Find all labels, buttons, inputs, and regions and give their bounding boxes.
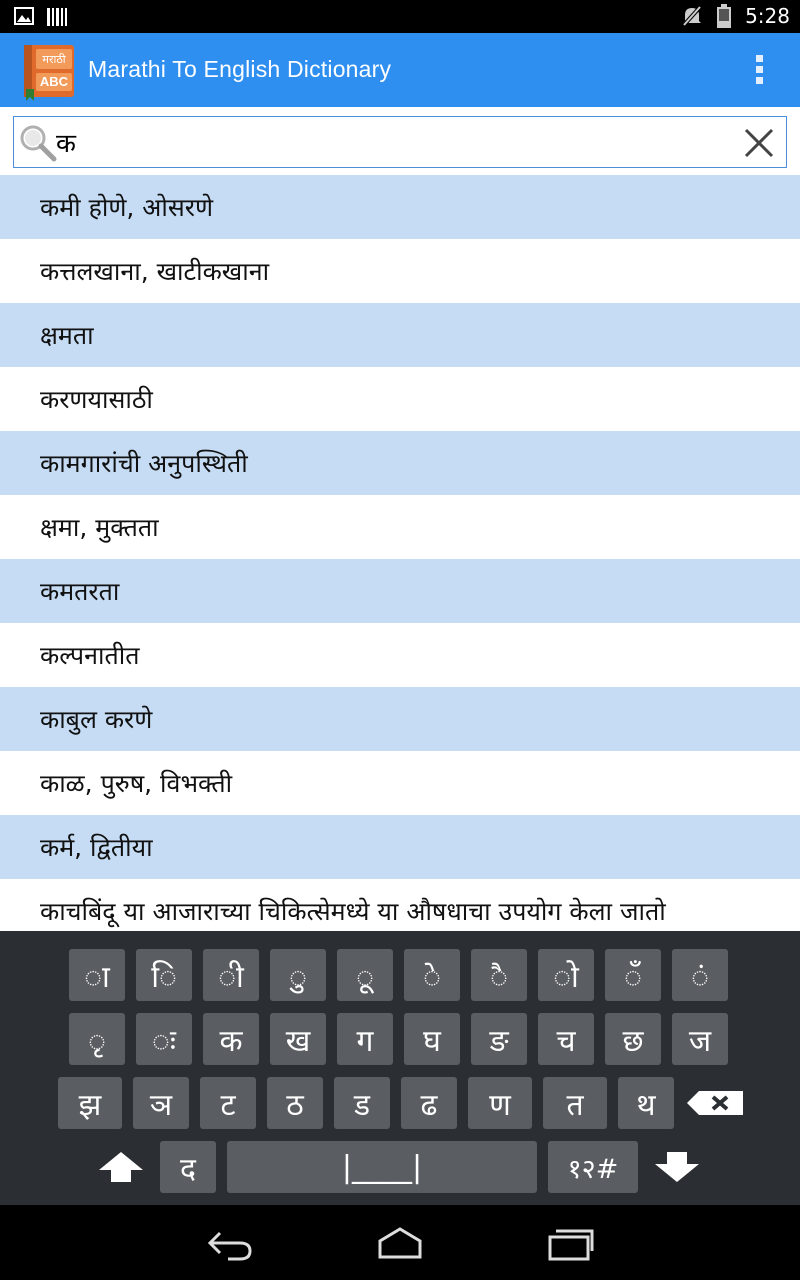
key[interactable]: ू	[337, 949, 393, 1001]
overflow-menu-icon[interactable]	[754, 55, 764, 87]
key[interactable]: ज	[672, 1013, 728, 1065]
key[interactable]: ग	[337, 1013, 393, 1065]
recents-icon[interactable]	[546, 1225, 594, 1261]
list-item[interactable]: कमी होणे, ओसरणे	[0, 175, 800, 239]
space-key[interactable]: |____|	[227, 1141, 537, 1193]
navigation-bar	[0, 1205, 800, 1280]
list-item[interactable]: कर्म, द्वितीया	[0, 815, 800, 879]
list-item[interactable]: क्षमा, मुक्तता	[0, 495, 800, 559]
key[interactable]: झ	[58, 1077, 122, 1129]
key[interactable]: ङ	[471, 1013, 527, 1065]
shift-icon[interactable]	[94, 1141, 148, 1193]
image-icon	[14, 7, 34, 25]
hide-keyboard-icon[interactable]	[650, 1141, 704, 1193]
search-icon	[18, 123, 58, 163]
search-area	[0, 107, 800, 175]
list-item[interactable]: क्षमता	[0, 303, 800, 367]
list-item[interactable]: काळ, पुरुष, विभक्ती	[0, 751, 800, 815]
key[interactable]: च	[538, 1013, 594, 1065]
status-time: 5:28	[745, 4, 790, 28]
battery-icon	[717, 4, 731, 28]
list-item[interactable]: काबुल करणे	[0, 687, 800, 751]
key[interactable]: ृ	[69, 1013, 125, 1065]
key[interactable]: ख	[270, 1013, 326, 1065]
key[interactable]: ं	[672, 949, 728, 1001]
dictionary-logo-icon	[22, 39, 76, 101]
key[interactable]: ण	[468, 1077, 532, 1129]
app-bar	[0, 33, 800, 107]
key[interactable]: ि	[136, 949, 192, 1001]
mute-icon	[681, 4, 703, 28]
search-input[interactable]	[56, 123, 736, 161]
symbols-key[interactable]: १२#	[548, 1141, 638, 1193]
app-title: Marathi To English Dictionary	[88, 56, 392, 82]
key[interactable]: ै	[471, 949, 527, 1001]
key[interactable]: ड	[334, 1077, 390, 1129]
key[interactable]: छ	[605, 1013, 661, 1065]
close-icon[interactable]	[742, 126, 776, 160]
barcode-icon	[46, 7, 68, 27]
results-list	[0, 175, 800, 931]
key[interactable]: ञ	[133, 1077, 189, 1129]
key[interactable]: े	[404, 949, 460, 1001]
key[interactable]: ँ	[605, 949, 661, 1001]
key[interactable]: क	[203, 1013, 259, 1065]
list-item[interactable]: कमतरता	[0, 559, 800, 623]
key[interactable]: ः	[136, 1013, 192, 1065]
search-box	[13, 116, 787, 168]
key[interactable]: ठ	[267, 1077, 323, 1129]
status-bar	[0, 0, 800, 33]
home-icon[interactable]	[376, 1225, 424, 1261]
logo-text-marathi: मराठी	[42, 53, 66, 66]
key[interactable]: ढ	[401, 1077, 457, 1129]
key[interactable]: घ	[404, 1013, 460, 1065]
key[interactable]: ी	[203, 949, 259, 1001]
key[interactable]: ा	[69, 949, 125, 1001]
soft-keyboard	[0, 931, 800, 1205]
list-item[interactable]: काचबिंदू या आजाराच्या चिकित्सेमध्ये या औषधाचा उपयोग केला जातो	[0, 879, 800, 931]
key[interactable]: ो	[538, 949, 594, 1001]
list-item[interactable]: कत्तलखाना, खाटीकखाना	[0, 239, 800, 303]
list-item[interactable]: करणयासाठी	[0, 367, 800, 431]
list-item[interactable]: कल्पनातीत	[0, 623, 800, 687]
key[interactable]: ट	[200, 1077, 256, 1129]
logo-text-abc: ABC	[39, 74, 69, 89]
list-item[interactable]: कामगारांची अनुपस्थिती	[0, 431, 800, 495]
key[interactable]: द	[160, 1141, 216, 1193]
back-icon[interactable]	[206, 1225, 254, 1261]
key[interactable]: ु	[270, 949, 326, 1001]
backspace-icon[interactable]	[682, 1077, 748, 1129]
key[interactable]: थ	[618, 1077, 674, 1129]
key[interactable]: त	[543, 1077, 607, 1129]
